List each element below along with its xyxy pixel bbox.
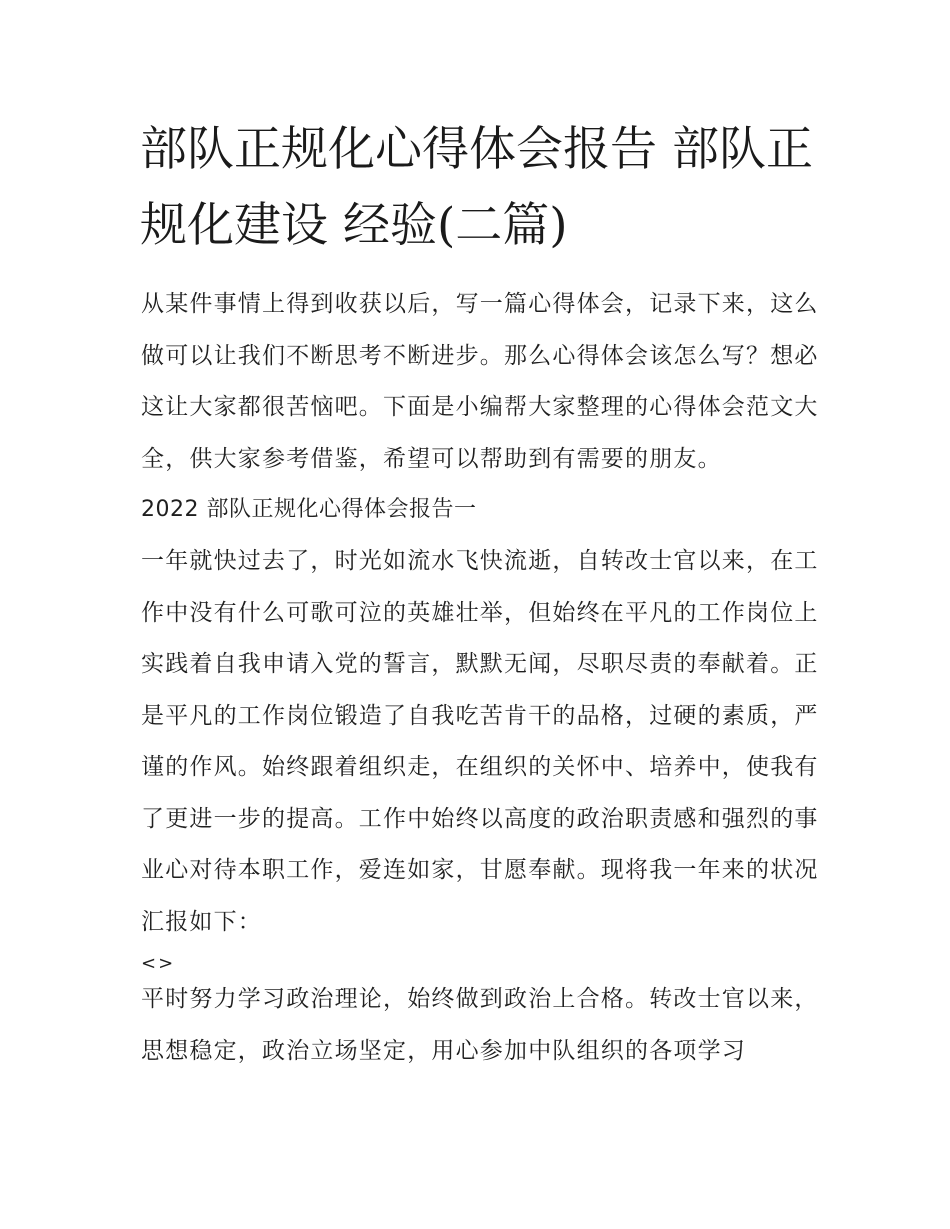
body-paragraph: 一年就快过去了，时光如流水飞快流逝，自转改士官以来，在工作中没有什么可歌可泣的英雄壮举，但始终在平凡的工作岗位上实践着自我申请入党的誓言，默默无闻，尽职尽责的奉献着。正是平凡的工作岗位锻造了自我吃苦肯干的品格，过硬的素质，严谨的作风。始终跟着组织走，在组织的关怀中、培养中，使我有了更进一步的提高。工作中始终以高度的政治职责感和强烈的事业心对待本职工作，爱连如家，甘愿奉献。现将我一年来的状况汇报如下： xyxy=(141,548,819,935)
section-heading: 2022 部队正规化心得体会报告一 xyxy=(141,497,477,522)
body-paragraph: 平时努力学习政治理论，始终做到政治上合格。转改士官以来，思想稳定，政治立场坚定，用心参加中队组织的各项学习 xyxy=(141,986,819,1064)
document-title: 部队正规化心得体会报告 部队正规化建设 经验(二篇) xyxy=(140,122,813,253)
intro-paragraph: 从某件事情上得到收获以后，写一篇心得体会，记录下来，这么做可以让我们不断思考不断进步。那么心得体会该怎么写？想必这让大家都很苦恼吧。下面是小编帮大家整理的心得体会范文大全，供大家参考借鉴，希望可以帮助到有需要的朋友。 xyxy=(141,291,819,472)
section-marker: <> xyxy=(141,953,176,974)
